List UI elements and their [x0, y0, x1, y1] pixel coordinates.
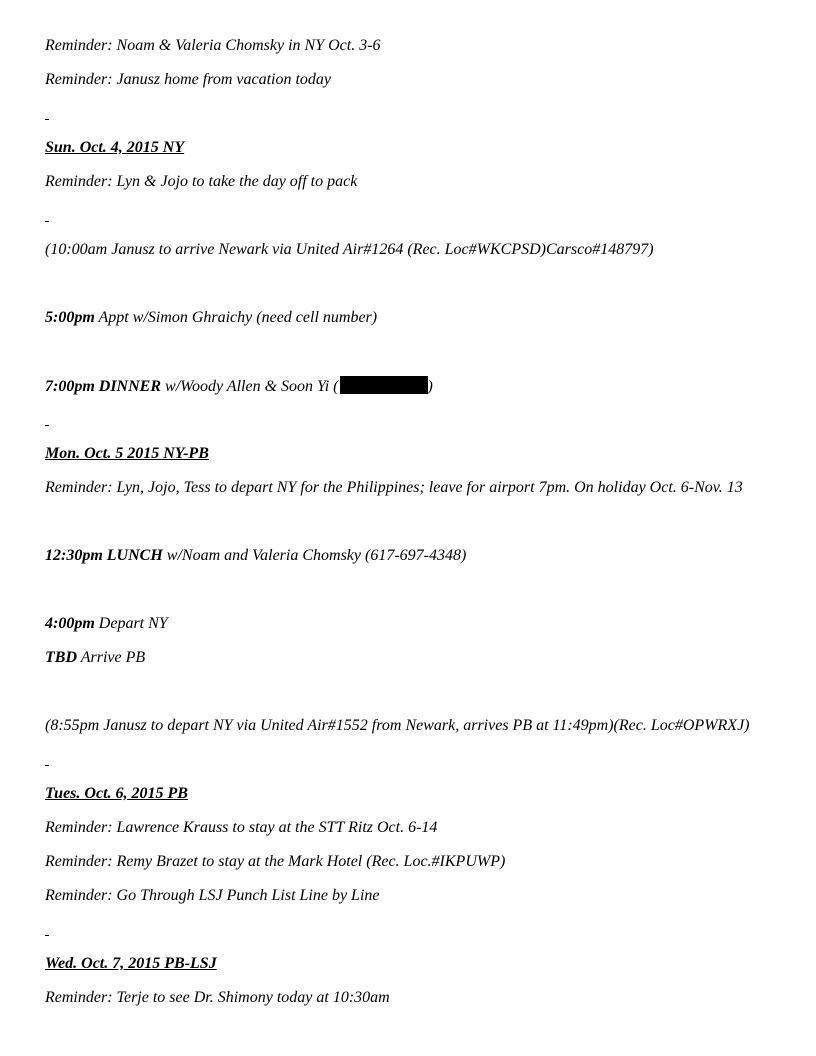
- event-lunch-chomsky: [45, 546, 466, 566]
- reminder-brazet-mark-hotel: Reminder: Remy Brazet to stay at the Mark Hotel (Rec. Loc.#IKPUWP): [45, 853, 506, 870]
- event-time: 7:00pm DINNER: [45, 378, 162, 395]
- redaction-block: [340, 376, 428, 394]
- date-heading-oct-7: Wed. Oct. 7, 2015 PB-LSJ: [45, 955, 217, 972]
- reminder-lyn-jojo-pack: Reminder: Lyn & Jojo to take the day off to pack: [45, 173, 358, 190]
- note-janusz-depart-ny: (8:55pm Janusz to depart NY via United Air#1552 from Newark, arrives PB at 11:49pm)(Rec. Loc#OPWRXJ): [45, 717, 750, 734]
- reminder-terje-shimony: Reminder: Terje to see Dr. Shimony today at 10:30am: [45, 989, 390, 1006]
- reminder-chomsky-in-ny: Reminder: Noam & Valeria Chomsky in NY Oct. 3-6: [45, 37, 381, 54]
- event-time: 4:00pm: [45, 615, 95, 632]
- separator-dash: [45, 221, 49, 222]
- reminder-depart-philippines: Reminder: Lyn, Jojo, Tess to depart NY for the Philippines; leave for airport 7pm. On holiday Oct. 6-Nov. 13: [45, 479, 743, 496]
- separator-dash: [45, 425, 49, 426]
- event-text: Depart NY: [94, 615, 168, 632]
- event-text: Appt w/Simon Ghraichy (need cell number): [94, 309, 378, 326]
- event-time: 5:00pm: [45, 309, 95, 326]
- event-text: w/Woody Allen & Soon Yi (: [161, 378, 339, 395]
- event-arrive-pb: [45, 648, 145, 668]
- note-janusz-arrive-newark: (10:00am Janusz to arrive Newark via United Air#1264 (Rec. Loc#WKCPSD)Carsco#148797): [45, 241, 654, 258]
- event-text: Arrive PB: [77, 649, 146, 666]
- date-heading-oct-5: Mon. Oct. 5 2015 NY-PB: [45, 445, 209, 462]
- reminder-janusz-home: Reminder: Janusz home from vacation today: [45, 71, 332, 88]
- date-heading-oct-6: Tues. Oct. 6, 2015 PB: [45, 785, 188, 802]
- separator-dash: [45, 765, 49, 766]
- event-time: 12:30pm LUNCH: [45, 547, 163, 564]
- event-dinner-allen: [45, 376, 433, 397]
- reminder-krauss-ritz: Reminder: Lawrence Krauss to stay at the STT Ritz Oct. 6-14: [45, 819, 438, 836]
- separator-dash: [45, 935, 49, 936]
- separator-dash: [45, 119, 49, 120]
- event-appt-ghraichy: [45, 308, 377, 328]
- event-text: w/Noam and Valeria Chomsky (617-697-4348): [162, 547, 467, 564]
- event-depart-ny: [45, 614, 168, 634]
- date-heading-oct-4: Sun. Oct. 4, 2015 NY: [45, 139, 185, 156]
- event-text-close: ): [427, 378, 433, 395]
- event-time: TBD: [45, 649, 77, 666]
- reminder-punch-list: Reminder: Go Through LSJ Punch List Line by Line: [45, 887, 380, 904]
